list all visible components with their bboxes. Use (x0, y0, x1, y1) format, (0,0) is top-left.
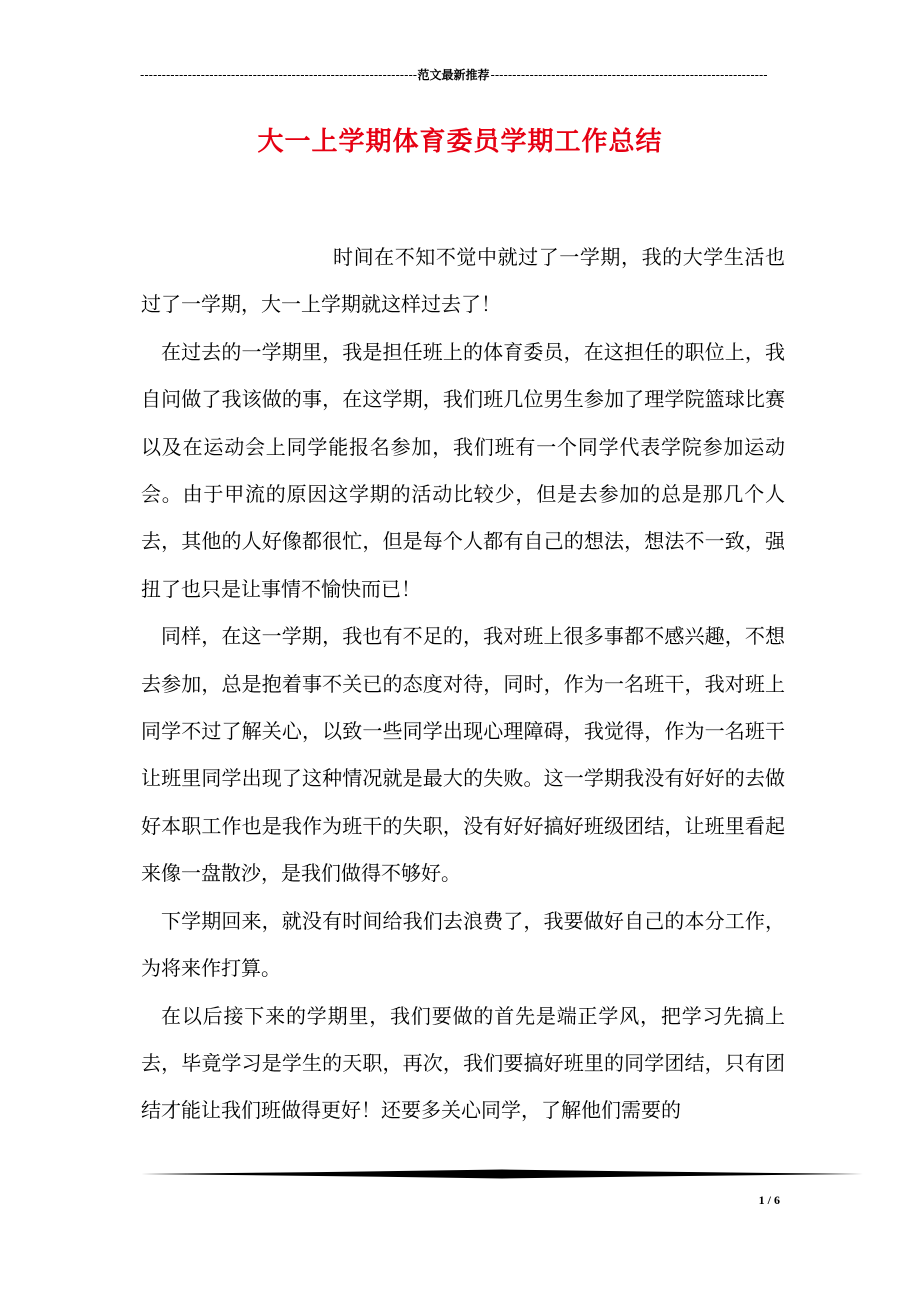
document-title: 大一上学期体育委员学期工作总结 (257, 127, 663, 157)
paragraph-5: 在以后接下来的学期里，我们要做的首先是端正学风，把学习先搞上去，毕竟学习是学生的天职，再次，我们要搞好班里的同学团结，只有团结才能让我们班做得更好！还要多关心同学，了解他们需要的 (141, 1003, 785, 1123)
paragraph-3: 同样，在这一学期，我也有不足的，我对班上很多事都不感兴趣，不想去参加，总是抱着事不关已的态度对待，同时，作为一名班干，我对班上同学不过了解关心，以致一些同学出现心理障碍，我觉得，作为一名班干让班里同学出现了这种情况就是最大的失败。这一学期我没有好好的去做好本职工作也是我作为班干的失职，没有好好搞好班级团结，让班里看起来像一盘散沙，是我们做得不够好。 (141, 624, 785, 886)
paragraph-1: 时间在不知不觉中就过了一学期，我的大学生活也过了一学期，大一上学期就这样过去了！ (141, 245, 785, 317)
paragraph-2: 在过去的一学期里，我是担任班上的体育委员，在这担任的职位上，我自问做了我该做的事，在这学期，我们班几位男生参加了理学院篮球比赛以及在运动会上同学能报名参加，我们班有一个同学代表学院参加运动会。由于甲流的原因这学期的活动比较少，但是去参加的总是那几个人去，其他的人好像都很忙，但是每个人都有自己的想法，想法不一致，强扭了也只是让事情不愉快而已！ (141, 339, 785, 601)
header-label: 范文最新推荐 (417, 68, 490, 82)
document-body (141, 234, 785, 1135)
header-right-rule (491, 66, 768, 84)
header-left-rule (140, 66, 417, 84)
page-number: 1 / 6 (758, 1193, 780, 1207)
page-header (140, 66, 767, 84)
paragraph-4: 下学期回来，就没有时间给我们去浪费了，我要做好自己的本分工作，为将来作打算。 (141, 908, 785, 981)
footer-rule (141, 1168, 863, 1180)
